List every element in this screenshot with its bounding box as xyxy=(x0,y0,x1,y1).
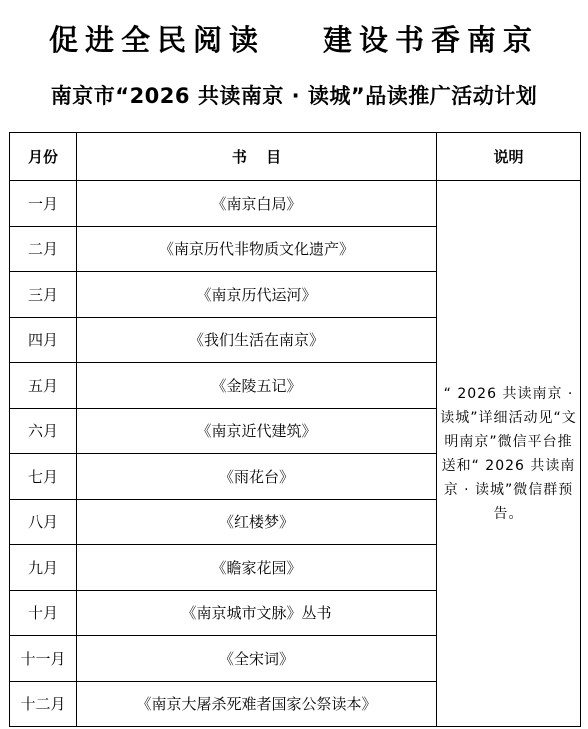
month-cell: 二月 xyxy=(10,226,77,272)
slogan-banner xyxy=(0,16,588,60)
table-header-row xyxy=(10,133,581,181)
table-row xyxy=(10,181,581,227)
month-cell: 三月 xyxy=(10,272,77,318)
month-cell: 十二月 xyxy=(10,681,77,727)
column-header-note: 说明 xyxy=(437,133,581,181)
month-cell: 五月 xyxy=(10,363,77,409)
month-cell: 八月 xyxy=(10,499,77,545)
month-cell: 六月 xyxy=(10,408,77,454)
book-cell: 《我们生活在南京》 xyxy=(77,317,437,363)
month-cell: 九月 xyxy=(10,545,77,591)
column-header-book-label: 书 目 xyxy=(231,148,282,166)
book-cell: 《瞻家花园》 xyxy=(77,545,437,591)
book-cell: 《红楼梦》 xyxy=(77,499,437,545)
slogan-left: 促进全民阅读 xyxy=(48,22,265,57)
book-cell: 《南京历代运河》 xyxy=(77,272,437,318)
month-cell: 一月 xyxy=(10,181,77,227)
book-cell: 《南京城市文脉》丛书 xyxy=(77,590,437,636)
book-cell: 《金陵五记》 xyxy=(77,363,437,409)
reading-plan-table xyxy=(9,132,581,727)
book-cell: 《南京白局》 xyxy=(77,181,437,227)
month-cell: 四月 xyxy=(10,317,77,363)
month-cell: 十月 xyxy=(10,590,77,636)
book-cell: 《全宋词》 xyxy=(77,636,437,682)
book-cell: 《雨花台》 xyxy=(77,454,437,500)
month-cell: 七月 xyxy=(10,454,77,500)
column-header-book xyxy=(77,133,437,181)
slogan-right: 建设书香南京 xyxy=(323,22,540,57)
month-cell: 十一月 xyxy=(10,636,77,682)
column-header-month: 月份 xyxy=(10,133,77,181)
book-cell: 《南京近代建筑》 xyxy=(77,408,437,454)
book-cell: 《南京历代非物质文化遗产》 xyxy=(77,226,437,272)
document-title: 南京市“2026 共读南京 · 读城”品读推广活动计划 xyxy=(50,84,538,108)
note-cell: “ 2026 共读南京 · 读城”详细活动见“文明南京”微信平台推送和“ 2026 共读南京 · 读城”微信群预告。 xyxy=(437,181,581,727)
book-cell: 《南京大屠杀死难者国家公祭读本》 xyxy=(77,681,437,727)
